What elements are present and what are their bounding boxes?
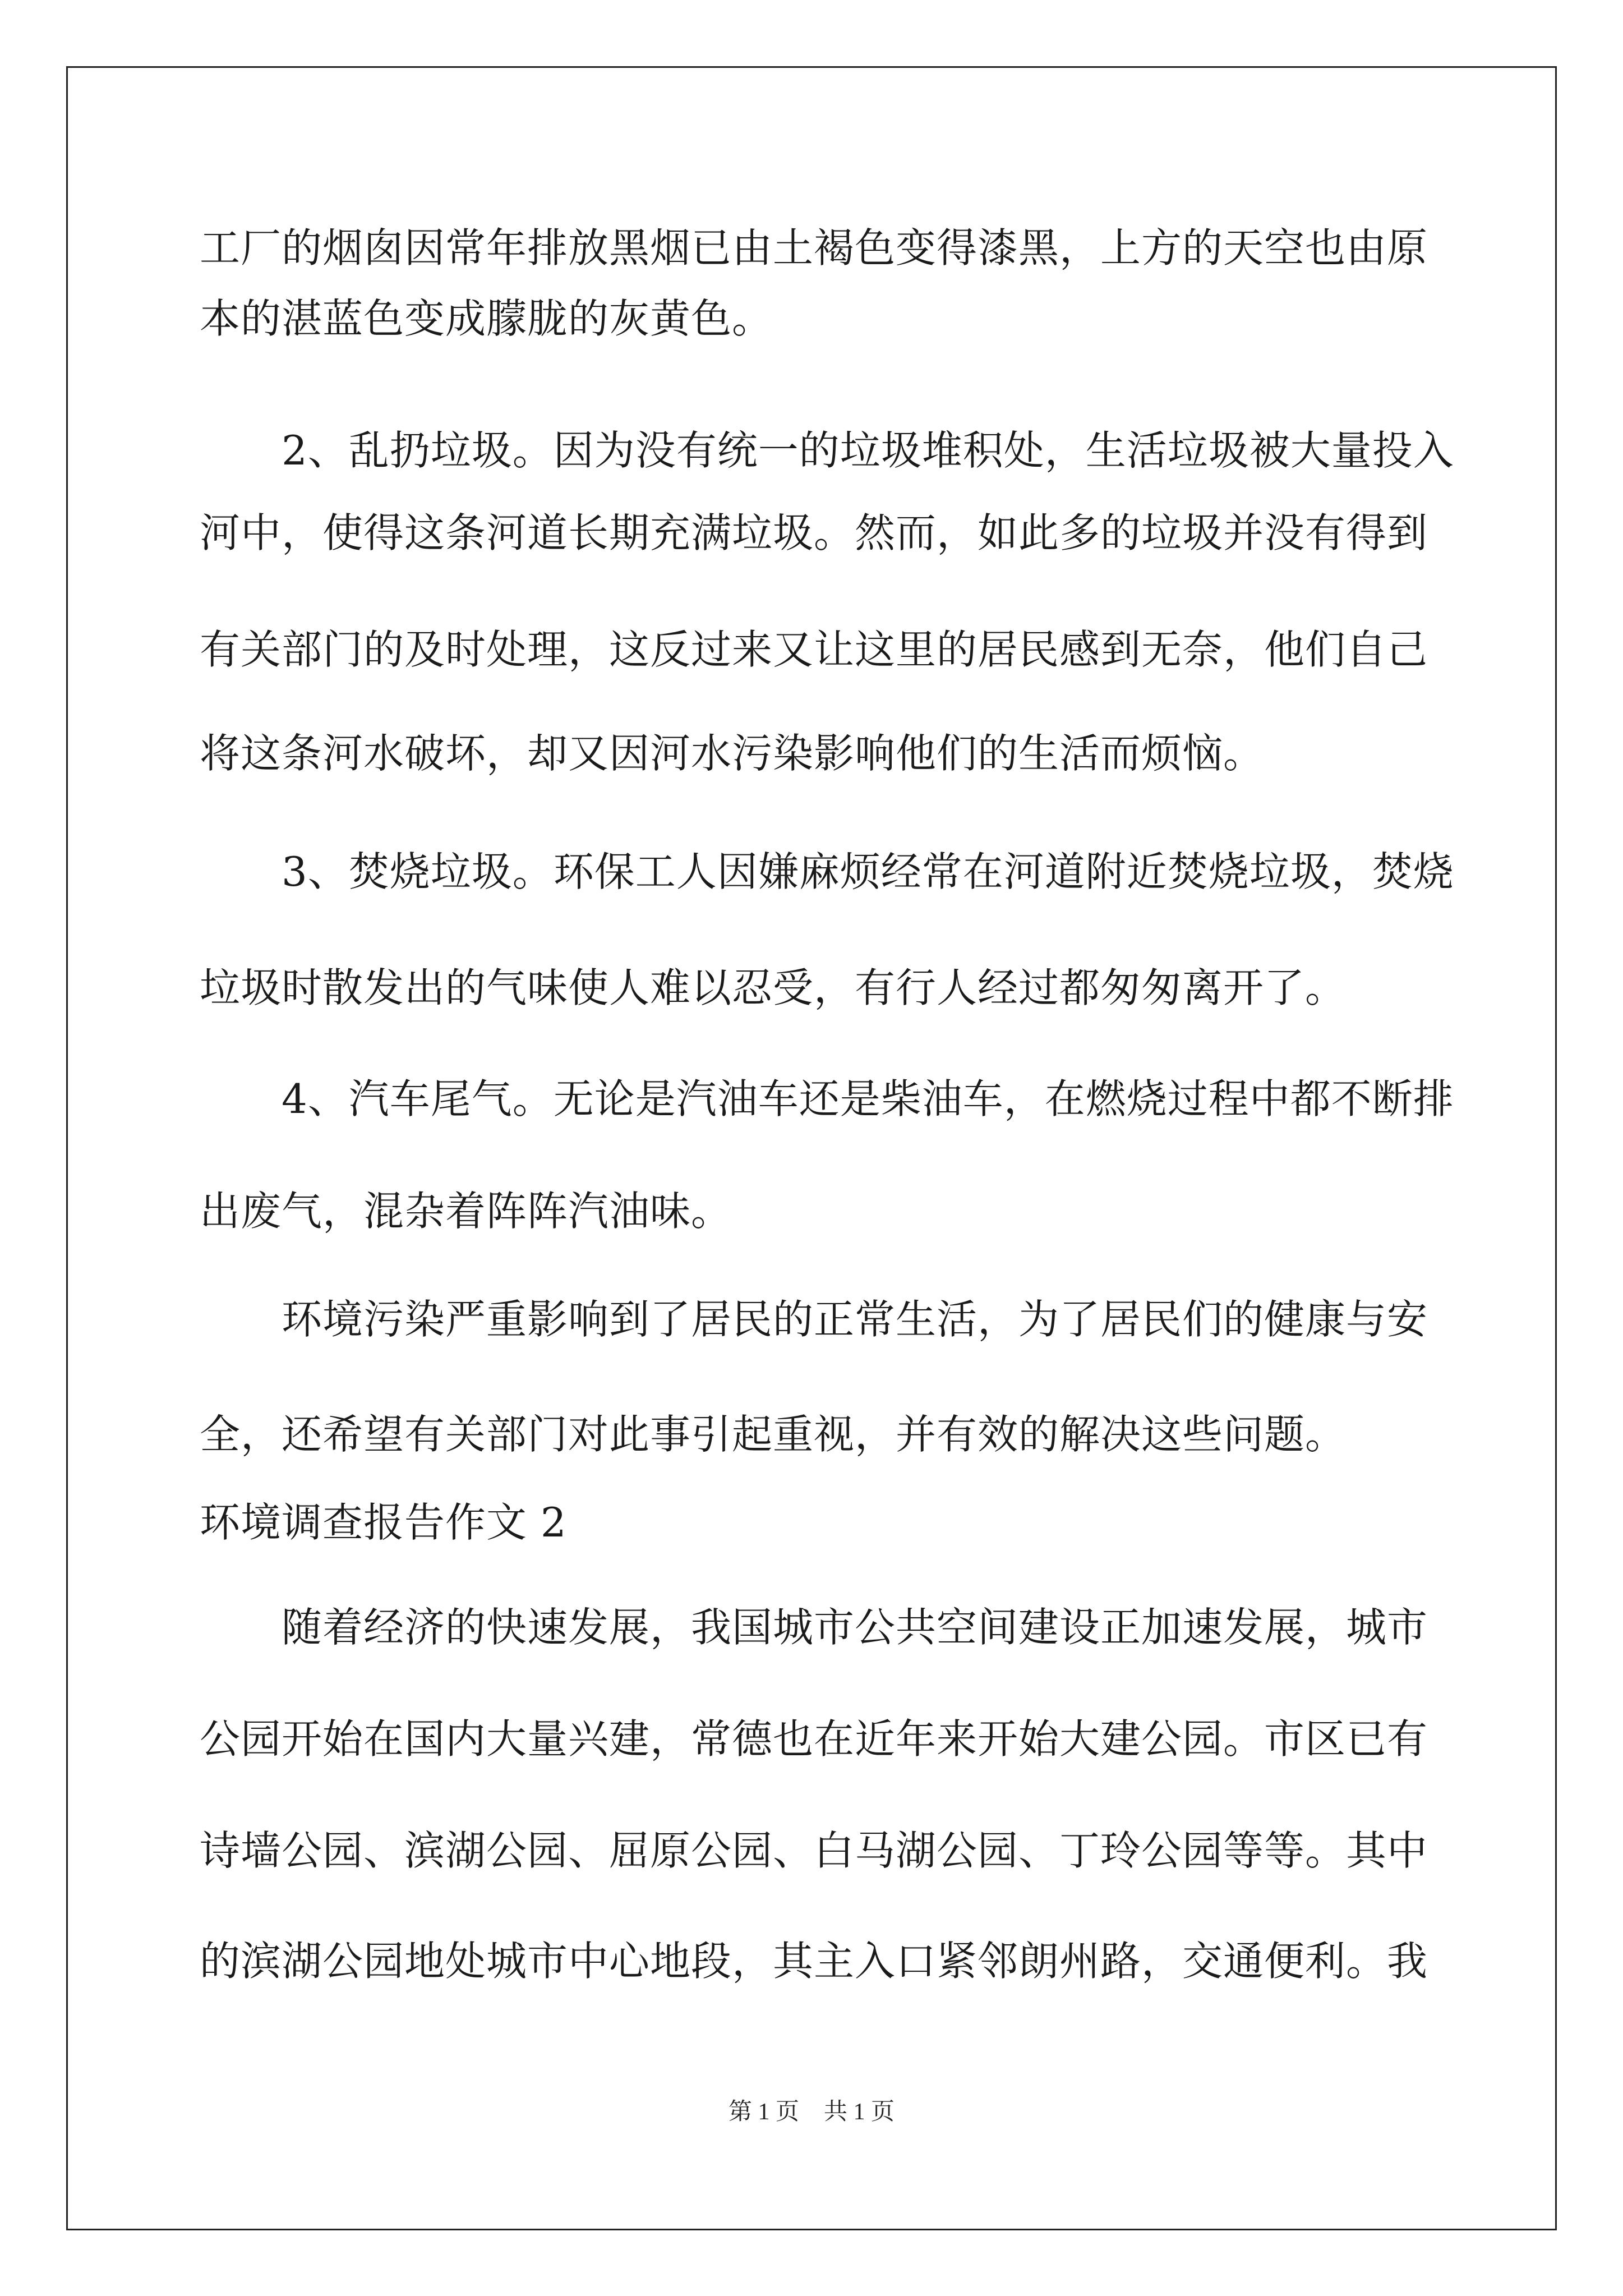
text-line: 将这条河水破坏，却又因河水污染影响他们的生活而烦恼。 [200,730,1265,777]
text-line: 本的湛蓝色变成朦胧的灰黄色。 [200,295,773,342]
text-line: 垃圾时散发出的气味使人难以忍受，有行人经过都匆匆离开了。 [200,964,1347,1011]
section-heading: 环境调查报告作文 2 [200,1499,567,1546]
text-line: 2、乱扔垃圾。因为没有统一的垃圾堆积处，生活垃圾被大量投入 [200,427,1454,474]
page-number: 第 1 页 [728,2099,799,2125]
text-line: 河中，使得这条河道长期充满垃圾。然而，如此多的垃圾并没有得到 [200,509,1428,556]
text-line: 工厂的烟囱因常年排放黑烟已由土褐色变得漆黑，上方的天空也由原 [200,224,1428,272]
text-line: 全，还希望有关部门对此事引起重视，并有效的解决这些问题。 [200,1411,1347,1458]
text-line: 3、焚烧垃圾。环保工人因嫌麻烦经常在河道附近焚烧垃圾，焚烧 [200,848,1454,895]
text-line: 诗墙公园、滨湖公园、屈原公园、白马湖公园、丁玲公园等等。其中 [200,1827,1428,1874]
page-footer [0,2095,1623,2129]
page-border [66,66,1557,2230]
text-line: 环境污染严重影响到了居民的正常生活，为了居民们的健康与安 [200,1296,1428,1343]
text-line: 有关部门的及时处理，这反过来又让这里的居民感到无奈，他们自己 [200,626,1428,673]
page-total: 共 1 页 [824,2099,895,2125]
text-line: 的滨湖公园地处城市中心地段，其主入口紧邻朗州路，交通便利。我 [200,1938,1428,1985]
text-line: 公园开始在国内大量兴建，常德也在近年来开始大建公园。市区已有 [200,1715,1428,1763]
text-line: 出废气，混杂着阵阵汽油味。 [200,1188,732,1235]
text-line: 随着经济的快速发展，我国城市公共空间建设正加速发展，城市 [200,1604,1428,1651]
text-line: 4、汽车尾气。无论是汽油车还是柴油车，在燃烧过程中都不断排 [200,1075,1454,1122]
